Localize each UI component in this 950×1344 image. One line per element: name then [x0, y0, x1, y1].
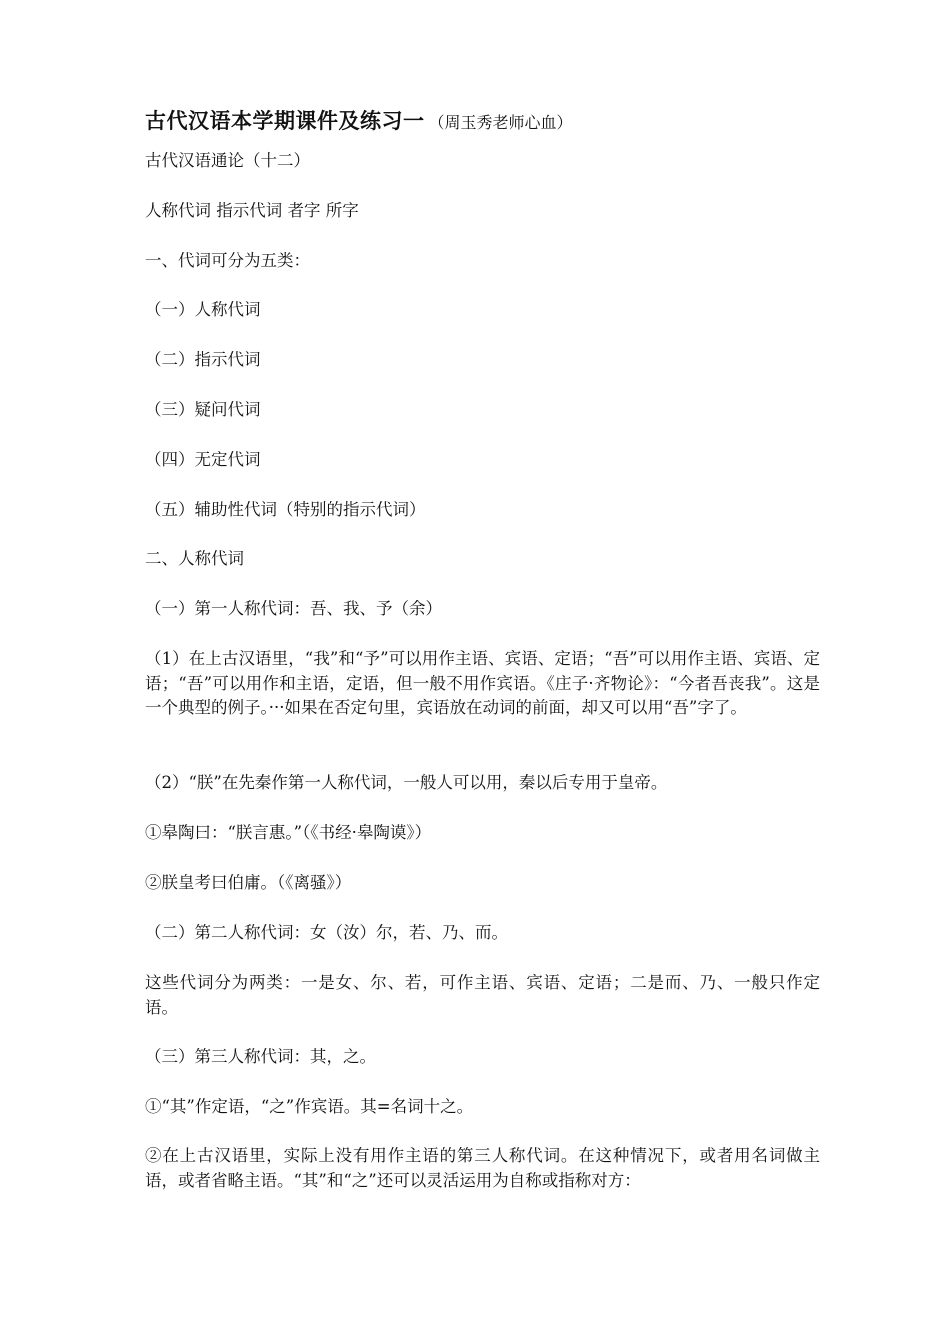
list-item: （四）无定代词 — [145, 450, 261, 469]
subheading-first-person: （一）第一人称代词：吾、我、予（余） — [145, 599, 442, 618]
example-item: ①“其”作定语，“之”作宾语。其=名词十之。 — [145, 1097, 474, 1116]
heading-personal-pronouns: 二、人称代词 — [145, 549, 244, 568]
title-subtitle: （周玉秀老师心血） — [428, 113, 573, 132]
paragraph: ②在上古汉语里，实际上没有用作主语的第三人称代词。在这种情况下，或者用名词做主语，或者省略主语。“其”和“之”还可以灵活运用为自称或指称对方： — [145, 1146, 820, 1190]
subheading-second-person: （二）第二人称代词：女（汝）尔，若、乃、而。 — [145, 923, 508, 942]
section-heading: 古代汉语通论（十二） — [145, 151, 310, 170]
list-item: （一）人称代词 — [145, 300, 261, 319]
document-title — [145, 105, 573, 135]
list-item: （五）辅助性代词（特别的指示代词） — [145, 500, 426, 519]
paragraph: （1）在上古汉语里，“我”和“予”可以用作主语、宾语、定语；“吾”可以用作主语、宾语、定语；“吾”可以用作和主语，定语，但一般不用作宾语。《庄子·齐物论》：“今者吾丧我”。这是一个典型的例子。···如果在否定句里，宾语放在动词的前面，却又可以用“吾”字了。 — [145, 649, 820, 717]
list-item: （三）疑问代词 — [145, 400, 261, 419]
title-main: 古代汉语本学期课件及练习一 — [145, 109, 425, 133]
list-item: （二）指示代词 — [145, 350, 261, 369]
subheading-third-person: （三）第三人称代词：其，之。 — [145, 1047, 376, 1066]
example-item: ②朕皇考曰伯庸。（《离骚》） — [145, 873, 352, 892]
paragraph: 这些代词分为两类：一是女、尔、若，可作主语、宾语、定语；二是而、乃、一般只作定语。 — [145, 973, 820, 1017]
example-item: ①皋陶曰：“朕言惠。”（《书经·皋陶谟》） — [145, 823, 432, 842]
topic-list: 人称代词 指示代词 者字 所字 — [145, 201, 359, 220]
heading-pronoun-classes: 一、代词可分为五类： — [145, 251, 310, 270]
paragraph: （2）“朕”在先秦作第一人称代词，一般人可以用，秦以后专用于皇帝。 — [145, 773, 668, 792]
